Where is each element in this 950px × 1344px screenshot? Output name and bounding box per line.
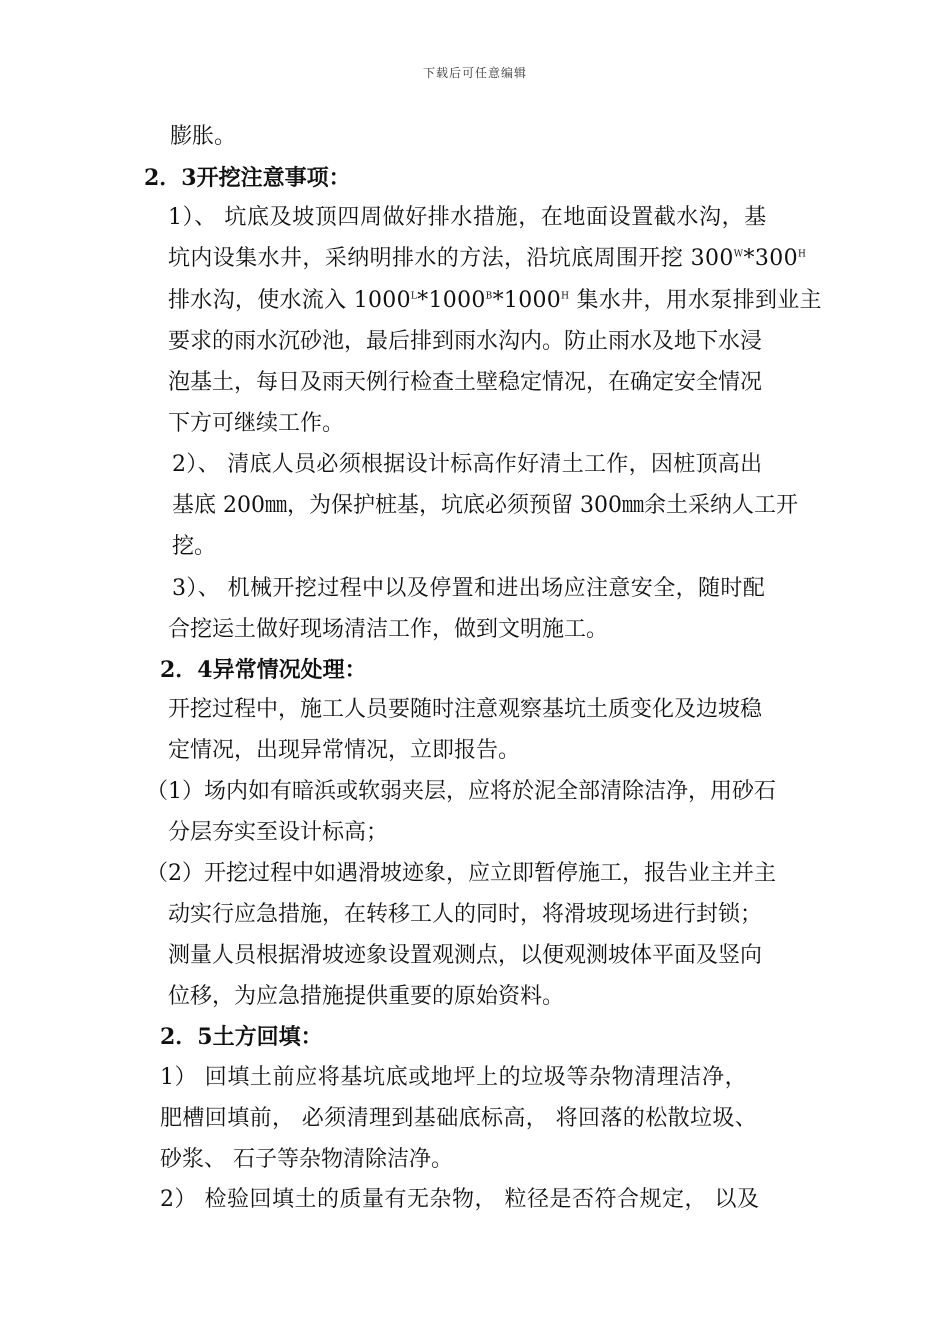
section-heading-2-3: 2．3开挖注意事项： [144, 165, 351, 191]
section-heading-2-4: 2．4异常情况处理： [160, 657, 367, 683]
text-line: 坑内设集水井，采纳明排水的方法，沿坑底周围开挖 $300^W*300^H$ [168, 246, 807, 271]
text-line: 2）、 清底人员必须根据设计标高作好清土工作，因桩顶高出 [172, 452, 763, 477]
section-heading-2-5: 2．5土方回填： [160, 1024, 323, 1050]
text-line: 基底 200㎜，为保护桩基，坑底必须预留 300㎜余土采纳人工开 [172, 493, 798, 518]
text-line: （1）场内如有暗浜或软弱夹层，应将於泥全部清除洁净，用砂石 [146, 779, 776, 804]
text-line: 定情况，出现异常情况，立即报告。 [168, 738, 521, 763]
text-line: 泡基土，每日及雨天例行检查土壁稳定情况，在确定安全情况 [168, 370, 763, 395]
text-line: 位移，为应急措施提供重要的原始资料。 [168, 984, 565, 1009]
text-line: 排水沟，使水流入 $1000^L*1000^B*1000^H$ 集水井，用水泵排到业主 [168, 288, 822, 313]
text-line: 膨胀。 [170, 124, 237, 149]
text-line: 挖。 [172, 534, 217, 559]
text-line: 砂浆、 石子等杂物清除洁净。 [160, 1147, 453, 1172]
text-line: （2）开挖过程中如遇滑坡迹象，应立即暂停施工，报告业主并主 [146, 861, 776, 886]
text-line: 分层夯实至设计标高； [168, 820, 389, 845]
text-line: 1） 回填土前应将基坑底或地坪上的垃圾等杂物清理洁净， [160, 1065, 748, 1090]
text-line: 下方可继续工作。 [168, 411, 345, 436]
text-line: 肥槽回填前， 必须清理到基础底标高， 将回落的松散垃圾、 [160, 1106, 758, 1131]
text-line: 要求的雨水沉砂池，最后排到雨水沟内。防止雨水及地下水浸 [168, 329, 763, 354]
text-line: 测量人员根据滑坡迹象设置观测点，以便观测坡体平面及竖向 [168, 943, 763, 968]
text-line: 3）、 机械开挖过程中以及停置和进出场应注意安全，随时配 [172, 576, 766, 601]
page-header-note: 下载后可任意编辑 [422, 66, 527, 80]
text-line: 2） 检验回填土的质量有无杂物， 粒径是否符合规定， 以及 [160, 1187, 760, 1212]
text-line: 开挖过程中，施工人员要随时注意观察基坑土质变化及边坡稳 [168, 697, 763, 722]
text-line: 动实行应急措施，在转移工人的同时，将滑坡现场进行封锁； [168, 902, 763, 927]
text-line: 合挖运土做好现场清洁工作，做到文明施工。 [168, 617, 609, 642]
text-line: 1）、 坑底及坡顶四周做好排水措施，在地面设置截水沟，基 [168, 205, 767, 230]
